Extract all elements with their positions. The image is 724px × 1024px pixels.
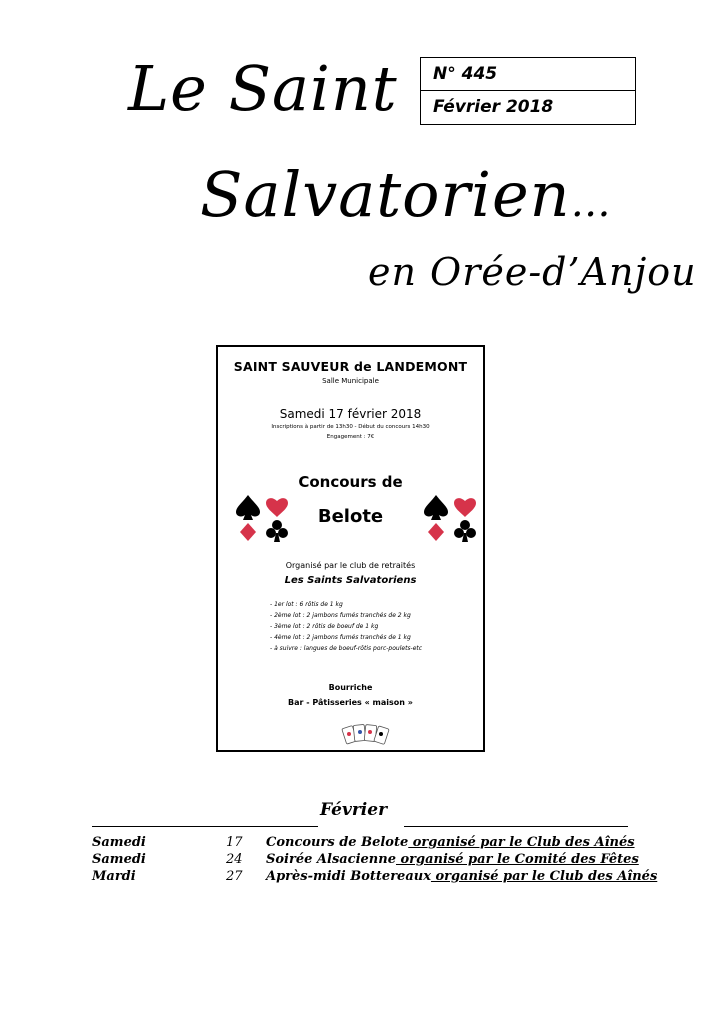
poster-hall: Salle Municipale xyxy=(322,377,379,385)
masthead-title-word: Salvatorien xyxy=(200,158,571,231)
prize-item: - 1er lot : 6 rôtis de 1 kg xyxy=(270,601,343,608)
event-day: Samedi xyxy=(92,852,146,867)
poster-bourriche: Bourriche xyxy=(328,683,373,692)
poster-fee: Engagement : 7€ xyxy=(326,434,375,440)
poster-town: SAINT SAUVEUR de LANDEMONT xyxy=(233,359,468,374)
card-suits-right-icon xyxy=(422,493,480,545)
event-day: Mardi xyxy=(92,869,136,884)
masthead-title-line2 xyxy=(200,158,612,231)
masthead-title-line1: Le Saint xyxy=(128,52,398,125)
prize-item: - 4ème lot : 2 jambons fumés tranchés de 1 kg xyxy=(270,634,411,641)
issue-box xyxy=(420,57,636,125)
divider xyxy=(92,826,318,827)
prize-item: - 2ème lot : 2 jambons fumés tranchés de 2 kg xyxy=(270,612,411,619)
poster-bar: Bar - Pâtisseries « maison » xyxy=(288,698,413,707)
poster-club: Les Saints Salvatoriens xyxy=(284,575,417,586)
poster-contest-line1: Concours de xyxy=(298,473,403,491)
playing-cards-icon xyxy=(340,723,394,745)
event-organiser: organisé par le Club des Aînés xyxy=(408,835,635,850)
belote-poster xyxy=(216,345,485,752)
event-day: Samedi xyxy=(92,835,146,850)
poster-contest-line2: Belote xyxy=(317,506,384,527)
event-description xyxy=(266,834,635,851)
prize-item: - 3ème lot : 2 rôtis de boeuf de 1 kg xyxy=(270,623,379,630)
issue-date: Février 2018 xyxy=(421,90,635,124)
event-date: 27 xyxy=(226,869,243,884)
event-organiser: organisé par le Comité des Fêtes xyxy=(395,852,639,867)
event-title: Concours de Belote xyxy=(266,835,409,850)
event-description xyxy=(266,868,657,885)
poster-prize-list xyxy=(270,599,422,654)
event-organiser: organisé par le Club des Aînés xyxy=(430,869,658,884)
poster-date: Samedi 17 février 2018 xyxy=(279,407,422,421)
calendar-month-title: Février xyxy=(320,800,388,820)
masthead-ellipsis: … xyxy=(570,180,612,226)
event-description xyxy=(266,851,639,868)
prize-item: - à suivre : langues de boeuf-rôtis porc-poulets-etc xyxy=(270,645,423,652)
divider xyxy=(404,826,628,827)
poster-times: Inscriptions à partir de 13h30 - Début du concours 14h30 xyxy=(271,424,430,430)
event-title: Soirée Alsacienne xyxy=(266,852,396,867)
masthead-subtitle: en Orée-d’Anjou xyxy=(368,250,697,294)
event-title: Après-midi Bottereaux xyxy=(266,869,431,884)
event-date: 17 xyxy=(226,835,243,850)
event-date: 24 xyxy=(226,852,243,867)
issue-number: N° 445 xyxy=(433,64,498,84)
card-suits-left-icon xyxy=(234,493,292,545)
poster-organiser: Organisé par le club de retraités xyxy=(285,561,416,570)
